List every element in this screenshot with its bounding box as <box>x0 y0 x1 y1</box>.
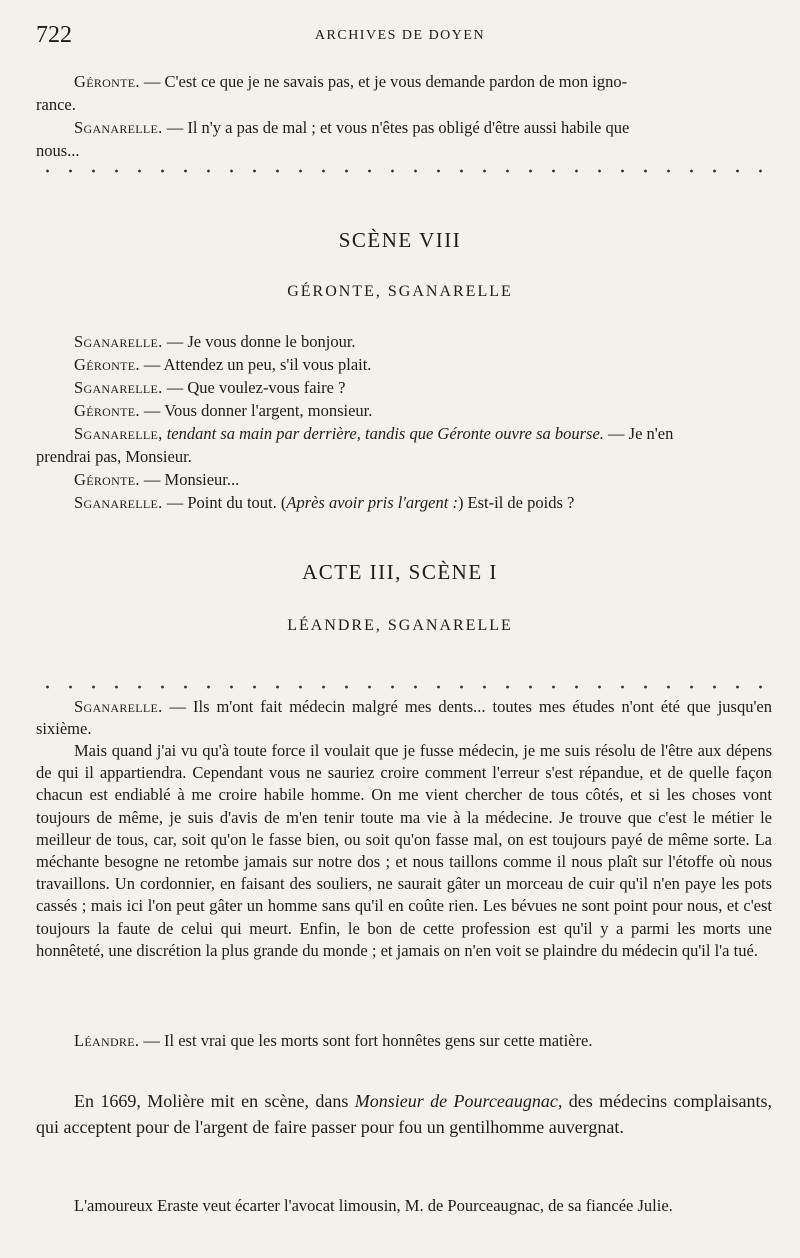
speech-text: nous... <box>36 141 80 160</box>
speaker-name: Sganarelle, <box>74 424 163 443</box>
stage-direction: tendant sa main par derrière, tandis que Géronte ouvre sa bourse. <box>166 424 604 443</box>
speaker-name: Sganarelle. <box>74 118 163 137</box>
dialogue-speech <box>36 696 772 740</box>
speech-text: — Je n'en <box>603 424 674 443</box>
page-number: 722 <box>36 22 72 48</box>
speech-text: — Il est vrai que les morts sont fort honnêtes gens sur cette matière. <box>139 1031 593 1050</box>
speech-text: — Point du tout. ( <box>162 493 287 512</box>
dialogue-line <box>74 116 772 139</box>
dialogue-line <box>74 1029 772 1052</box>
speech-text: — Que voulez-vous faire ? <box>162 378 346 397</box>
dialogue-line <box>74 330 772 353</box>
speaker-name: Sganarelle. <box>74 493 163 512</box>
dialogue-line <box>36 93 772 116</box>
speaker-name: Géronte. <box>74 470 140 489</box>
commentary-text: des médecins complaisants, qui acceptent pour de l'argent de faire passer pour fou un gentilhomme auvergnat. <box>36 1091 772 1137</box>
speaker-name: Léandre. <box>74 1031 140 1050</box>
monologue-paragraph: Mais quand j'ai vu qu'à toute force il voulait que je fusse médecin, je me suis résolu de l'être aux dépens de qui il appartiendra. Cependant vous ne sauriez croire comment l'erreur s'est répandue, et de quelle façon chacun est endiablé à me croire habile homme. On me vient chercher de tous côtés, et si les choses vont toujours de même, je suis d'avis de m'en tenir toute ma vie à la médecine. Je trouve que c'est le métier le meilleur de tous, car, soit qu'on le fasse bien, ou soit qu'on fasse mal, on est toujours payé de même sorte. La méchante besogne ne retombe jamais sur notre dos ; et nous taillons comme il nous plaît sur l'étoffe où nous travaillons. Un cordonnier, en faisant des souliers, ne saurait gâter un morceau de cuir qu'il n'en paye les pots cassés ; mais ici l'on peut gâter un homme sans qu'il en coûte rien. Les bévues ne sont point pour nous, et c'est toujours la faute de celui qui meurt. Enfin, le bon de cette profession est qu'il y a parmi les morts une honnêteté, une discrétion la plus grande du monde ; et jamais on n'en voit se plaindre du médecin qu'il l'a tué. <box>36 741 772 960</box>
act-characters: LÉANDRE, SGANARELLE <box>287 617 513 634</box>
speaker-name: Sganarelle. <box>74 378 163 397</box>
dialogue-line <box>74 491 772 514</box>
dialogue-line <box>36 445 772 468</box>
dialogue-line <box>74 70 772 93</box>
speech-text: — Ils m'ont fait médecin malgré mes dents... toutes mes études n'ont été que jusqu'en sixième. <box>36 697 772 739</box>
speaker-name: Géronte. <box>74 401 140 420</box>
page-header <box>36 22 764 50</box>
commentary-text: En 1669, Molière mit en scène, dans <box>74 1091 355 1111</box>
dialogue-line <box>74 376 772 399</box>
scene-characters: GÉRONTE, SGANARELLE <box>287 283 513 300</box>
speech-text: ) Est-il de poids ? <box>457 493 575 512</box>
ellipsis-row <box>36 167 772 175</box>
dialogue-line <box>36 139 772 162</box>
scene-title: SCÈNE VIII <box>338 228 462 252</box>
running-title: ARCHIVES DE DOYEN <box>314 28 486 43</box>
speech-text: rance. <box>36 95 76 114</box>
dialogue-line <box>74 468 772 491</box>
speech-text: — Je vous donne le bonjour. <box>162 332 356 351</box>
dialogue-line <box>74 422 772 445</box>
speaker-name: Sganarelle. <box>74 697 163 716</box>
play-title: Monsieur de Pourceaugnac, <box>354 1091 563 1111</box>
speech-text: — Monsieur... <box>139 470 240 489</box>
commentary-paragraph-2: L'amoureux Eraste veut écarter l'avocat limousin, M. de Pourceaugnac, de sa fiancée Julie. <box>74 1196 673 1215</box>
speech-text: prendrai pas, Monsieur. <box>36 447 192 466</box>
speech-text: — Vous donner l'argent, monsieur. <box>139 401 373 420</box>
ellipsis-row <box>36 683 772 691</box>
dialogue-line <box>74 353 772 376</box>
speech-text: — C'est ce que je ne savais pas, et je vous demande pardon de mon igno- <box>139 72 628 91</box>
speaker-name: Géronte. <box>74 72 140 91</box>
act-title: ACTE III, SCÈNE I <box>302 560 498 584</box>
stage-direction: Après avoir pris l'argent : <box>286 493 458 512</box>
speech-text: — Il n'y a pas de mal ; et vous n'êtes pas obligé d'être aussi habile que <box>162 118 630 137</box>
speech-text: — Attendez un peu, s'il vous plait. <box>139 355 372 374</box>
speaker-name: Sganarelle. <box>74 332 163 351</box>
commentary-paragraph <box>36 1088 772 1140</box>
speaker-name: Géronte. <box>74 355 140 374</box>
dialogue-line <box>74 399 772 422</box>
